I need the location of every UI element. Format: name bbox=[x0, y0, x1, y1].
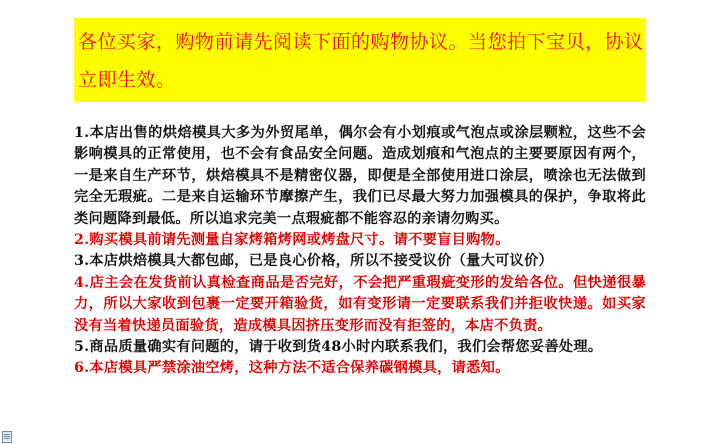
document-icon bbox=[2, 431, 12, 443]
term-item-4: 4.店主会在发货前认真检查商品是否完好，不会把严重瑕疵变形的发给各位。但快递很暴力，所以大家收到包裹一定要开箱验货，如有变形请一定要联系我们并拒收快递。如买家没有当着快递员面验货，造成模具因挤压变形而没有拒签的，本店不负责。 bbox=[74, 274, 646, 334]
term-item-5: 5.商品质量确实有问题的，请于收到货48小时内联系我们，我们会帮您妥善处理。 bbox=[74, 339, 603, 356]
purchase-terms-list bbox=[74, 123, 646, 380]
term-item-1: 1.本店出售的烘焙模具大多为外贸尾单，偶尔会有小划痕或气泡点或涂层颗粒，这些不会影响模具的正常使用，也不会有食品安全问题。造成划痕和气泡点的主要要原因有两个，一是来自生产环节，烘焙模具不是精密仪器，即便是全部使用进口涂层，喷涂也无法做到完全无瑕疵。二是来自运输环节摩擦产生，我们已尽最大努力加强模具的保护，争取将此类问题降到最低。所以追求完美一点瑕疵都不能容忍的亲请勿购买。 bbox=[74, 125, 646, 227]
term-item-3: 3.本店烘焙模具大都包邮，已是良心价格，所以不接受议价（量大可议价） bbox=[74, 253, 554, 270]
term-item-2: 2.购买模具前请先测量自家烤箱烤网或烤盘尺寸。请不要盲目购物。 bbox=[74, 232, 510, 249]
notice-banner-text: 各位买家，购物前请先阅读下面的购物协议。当您拍下宝贝，协议立即生效。 bbox=[78, 31, 644, 91]
term-item-6: 6.本店模具严禁涂油空烤，这种方法不适合保养碳钢模具，请悉知。 bbox=[74, 360, 510, 377]
